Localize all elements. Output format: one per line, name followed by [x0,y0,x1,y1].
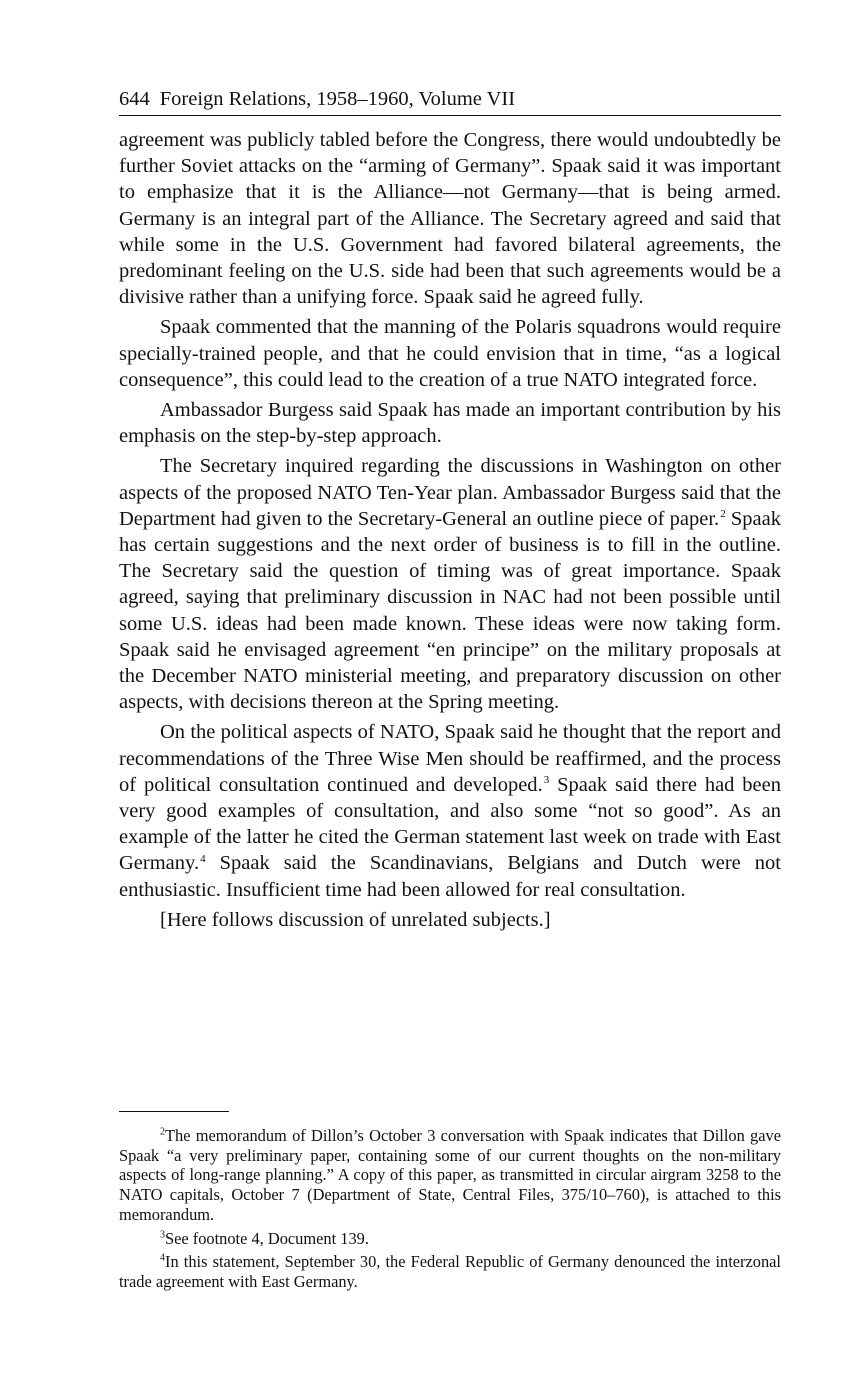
footnote [119,1126,781,1225]
footnote-text: In this statement, September 30, the Federal Republic of Germany denounced the interzonal trade agreement with East Germany. [119,1252,781,1291]
paragraph-text: Spaak commented that the manning of the Polaris squadrons would require specially-trained people, and that he could envision that in time, “as a logical consequence”, this could lead to the creation of a true NATO integrated force. [119,316,781,391]
footnote-reference: 3 [543,774,550,787]
footnote-divider [119,1111,229,1112]
paragraph-text: agreement was publicly tabled before the Congress, there would undoubtedly be further Soviet attacks on the “arming of Germany”. Spaak said it was important to emphasize that it is the Alliance—not Germany—that is being armed. Germany is an integral part of the Alliance. The Secretary agreed and said that while some in the U.S. Government had favored bilateral agreements, the predominant feeling on the U.S. side had been that such agreements would be a divisive rather than a unifying force. Spaak said he agreed fully. [119,129,781,309]
paragraph [119,907,781,933]
running-head [119,86,781,116]
paragraph-text: Spaak said the Scandinavians, Belgians and Dutch were not enthusiastic. Insufficient time had been allowed for real consultation. [119,852,781,901]
footnote [119,1252,781,1291]
paragraph-text: Ambassador Burgess said Spaak has made an important contribution by his emphasis on the step-by-step approach. [119,399,781,448]
footnote-text: See footnote 4, Document 139. [165,1228,369,1248]
footnote-marker: 4 [160,1252,165,1264]
paragraph-text: [Here follows discussion of unrelated subjects.] [160,908,551,931]
paragraph-text: Spaak said there had been very good examples of consultation, and also some “not so good”. As an example of the latter he cited the German statement last week on trade with East Germany. [119,773,781,875]
body-text [119,127,781,933]
paragraph [119,397,781,449]
running-title: Foreign Relations, 1958–1960, Volume VII [159,88,516,110]
footnote-marker: 3 [160,1229,165,1241]
footnote [119,1229,781,1249]
paragraph-text: The Secretary inquired regarding the discussions in Washington on other aspects of the proposed NATO Ten-Year plan. Ambassador Burgess said that the Department had given to the Secretary-General an outline piece of paper. [119,455,781,530]
footnote-text: The memorandum of Dillon’s October 3 conversation with Spaak indicates that Dillon gave Spaak “a very preliminary paper, containing some of our current thoughts on the non-military aspects of long-range planning.” A copy of this paper, as transmitted in circular airgram 3258 to the NATO capitals, October 7 (Department of State, Central Files, 375/10–760), is attached to this memorandum. [119,1126,781,1224]
paragraph [119,453,781,715]
paragraph-text: Spaak has certain suggestions and the next order of business is to fill in the outline. The Secretary said the question of timing was of great importance. Spaak agreed, saying that preliminary discussion in NAC had not been possible until some U.S. ideas had been made known. These ideas were now taking form. Spaak said he envisaged agreement “en principe” on the military proposals at the December NATO ministerial meeting, and preparatory discussion on other aspects, with decisions thereon at the Spring meeting. [119,507,781,714]
paragraph [119,719,781,902]
footnote-marker: 2 [160,1126,165,1138]
document-page [119,86,781,937]
page-number: 644 [119,88,150,110]
footnote-reference: 4 [200,852,206,865]
paragraph [119,314,781,393]
footnotes [119,1126,781,1296]
footnote-reference: 2 [720,508,726,521]
paragraph-text: On the political aspects of NATO, Spaak said he thought that the report and recommendations of the Three Wise Men should be reaffirmed, and the process of political consultation continued and developed. [119,721,781,796]
paragraph [119,127,781,310]
